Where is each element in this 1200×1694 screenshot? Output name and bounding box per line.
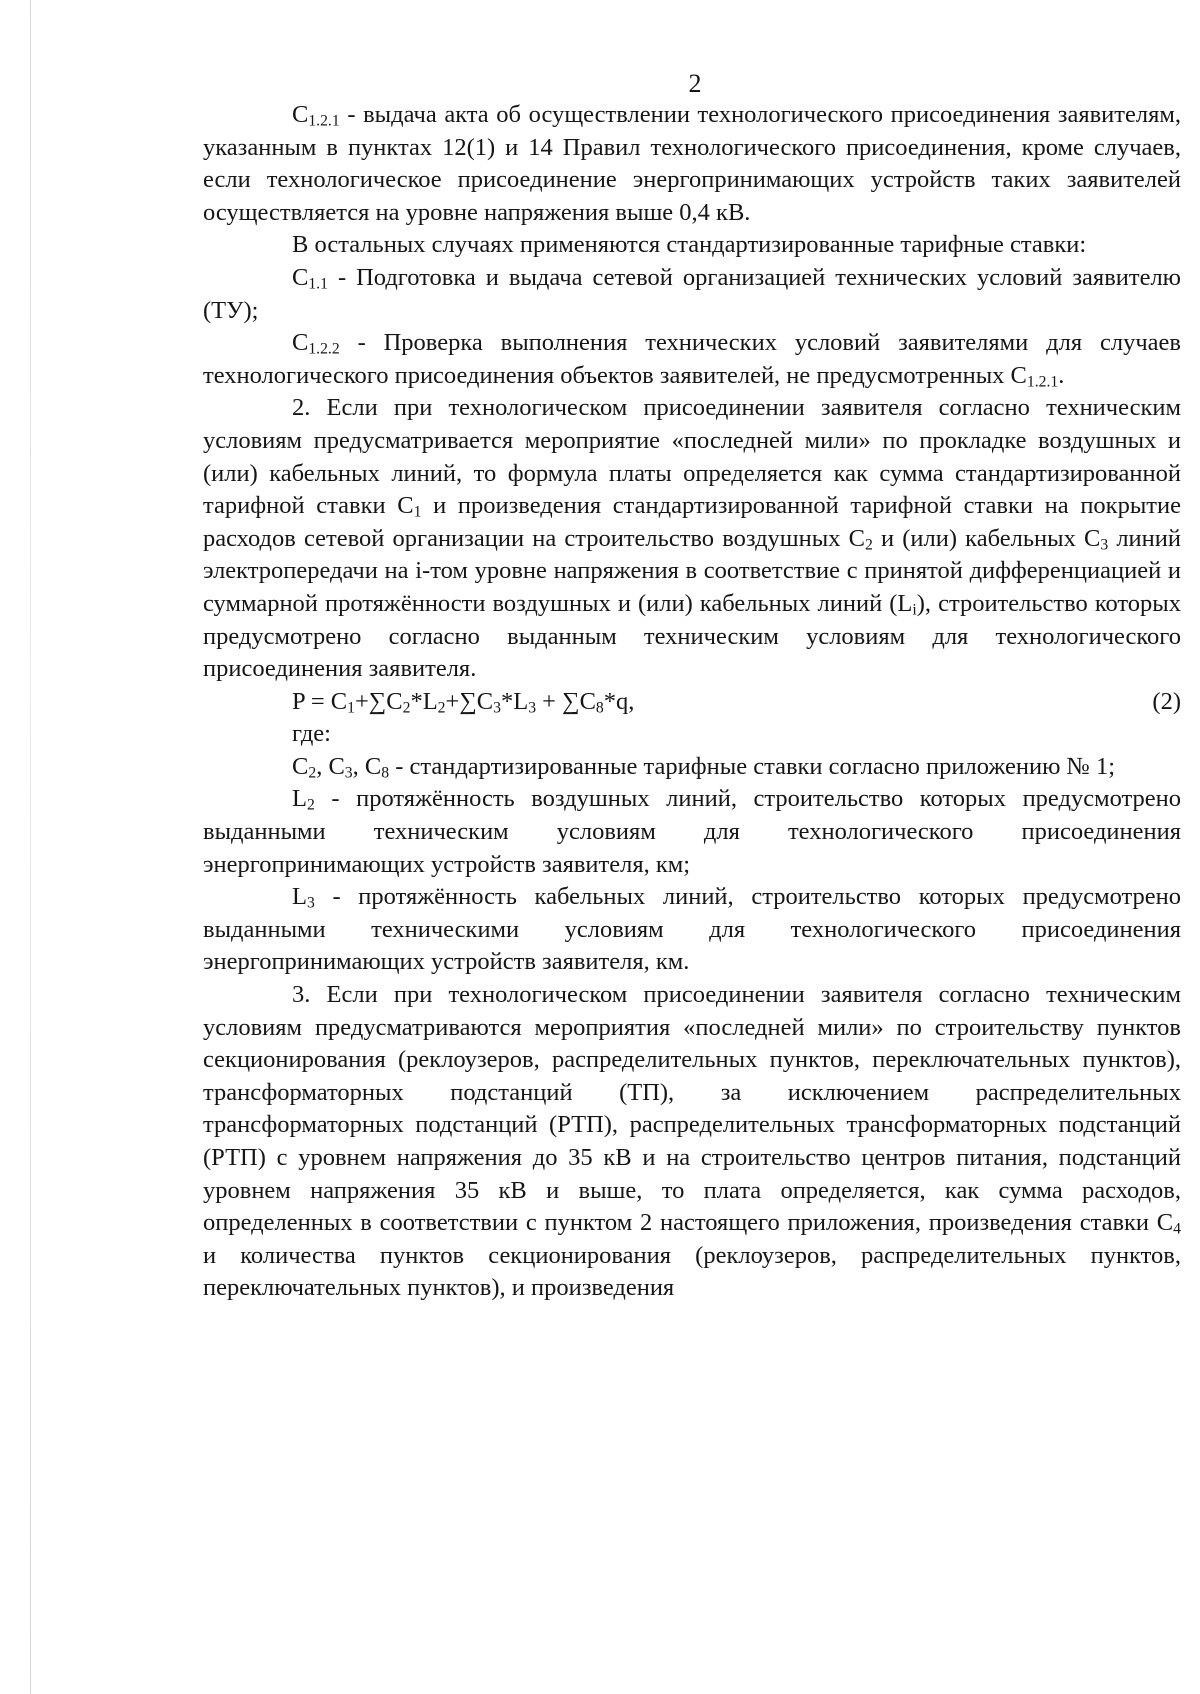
paragraph [203,262,1181,327]
page-number: 2 [688,69,702,98]
subscript: 1.1 [308,275,328,293]
text-run: L [292,883,307,911]
text-run: P = C [292,687,348,715]
subscript: 8 [595,699,604,717]
subscript: 3 [1100,536,1109,554]
subscript: i [912,601,917,619]
formula-line [203,686,1181,719]
subscript: 2 [306,796,315,814]
text-run: , C [316,752,345,780]
text-run: . [1058,361,1065,389]
text-run: - выдача акта об осуществлении технологического присоединения заявителям, указанным в пунктах 12(1) и 14 Правил технологического присоединения, кроме случаев, если технологическое присоединение энергопринимающих устройств таких заявителей осуществляется на уровне напряжения выше 0,4 кВ. [203,101,1181,226]
subscript: 1 [347,699,355,717]
paragraph [203,99,1181,229]
subscript: 1.2.1 [308,112,340,130]
text-run: и произведения стандартизированной тарифной ставки на покрытие расходов сетевой организации на строительство воздушных C [203,492,1181,552]
document-body [203,99,1181,1305]
formula-number: (2) [1152,687,1181,715]
text-run: - Проверка выполнения технических условий заявителями для случаев технологического присоединения объектов заявителей, не предусмотренных C [203,329,1181,389]
subscript: 1.2.2 [308,340,340,358]
text-run: - протяжённость кабельных линий, строительство которых предусмотрено выданными техническими условиям для технологического присоединения энергопринимающих устройств заявителя, км. [203,883,1181,976]
text-run: 3. Если при технологическом присоединении заявителя согласно техническим условиям предусматриваются мероприятия «последней мили» по строительству пунктов секционирования (реклоузеров, распределительных пунктов, переключательных пунктов), трансформаторных подстанций (ТП), за исключением распределительных трансформаторных подстанций (РТП), распределительных трансформаторных подстанций (РТП) с уровнем напряжения до 35 кВ и на строительство центров питания, подстанций уровнем напряжения 35 кВ и выше, то плата определяется, как сумма расходов, определенных в соответствии с пунктом 2 настоящего приложения, произведения ставки C [203,981,1181,1237]
text-run: линий электропередачи на i-том уровне напряжения в соответствие с принятой дифференциацией и суммарной протяжённости воздушных и (или) кабельных линий (L [203,524,1181,617]
text-run: +∑C [445,687,494,715]
text-run: В остальных случаях применяются стандартизированные тарифные ставки: [292,231,1087,259]
text-run: и (или) кабельных C [872,524,1101,552]
formula-expression [292,686,634,719]
text-run: ), строительство которых предусмотрено согласно выданным техническим условиям для технологического присоединения заявителя. [203,589,1181,683]
text-run: C [292,263,309,291]
subscript: 8 [381,764,390,782]
paragraphs-after-formula [203,751,1181,1305]
text-run: C [292,101,309,128]
subscript: 1 [413,503,422,521]
text-run: - Подготовка и выдача сетевой организацией технических условий заявителю (ТУ); [203,263,1181,324]
text-run: - протяжённость воздушных линий, строительство которых предусмотрено выданными техническим условиям для технологического присоединения энергопринимающих устройств заявителя, км; [203,785,1181,878]
paragraph [203,979,1181,1305]
text-run: - стандартизированные тарифные ставки согласно приложению № 1; [389,752,1116,780]
text-run: *L [500,687,529,715]
text-run: L [292,785,307,813]
text-run: C [292,752,309,780]
subscript: 2 [865,536,873,554]
paragraph [203,751,1181,784]
subscript: 2 [402,699,411,717]
subscript: 3 [344,764,353,782]
scan-edge-line [30,0,31,1694]
paragraph [203,783,1181,881]
subscript: 2 [308,764,317,782]
subscript: 4 [1173,1220,1181,1238]
where-label: где: [292,720,331,748]
subscript: 1.2.1 [1026,373,1059,391]
text-run: +∑C [354,687,403,715]
text-run: и количества пунктов секционирования (реклоузеров, распределительных пунктов, переключательных пунктов), и произведения [203,1241,1181,1302]
text-run: + ∑C [536,687,596,715]
text-run: 2. Если при технологическом присоединении заявителя согласно техническим условиям предусматривается мероприятие «последней мили» по прокладке воздушных и (или) кабельных линий, то формула платы определяется как сумма стандартизированной тарифной ставки C [203,394,1181,520]
paragraph [203,327,1181,392]
text-run: , C [352,752,382,780]
paragraph [203,881,1181,979]
text-run: C [292,329,309,357]
paragraph [203,229,1181,262]
subscript: 3 [493,699,501,717]
subscript: 3 [306,894,315,912]
subscript: 3 [528,699,537,717]
paragraph [203,392,1181,685]
paragraphs-before-formula [203,99,1181,686]
text-run: *q, [603,687,635,715]
subscript: 2 [437,699,446,717]
text-run: *L [410,687,438,715]
